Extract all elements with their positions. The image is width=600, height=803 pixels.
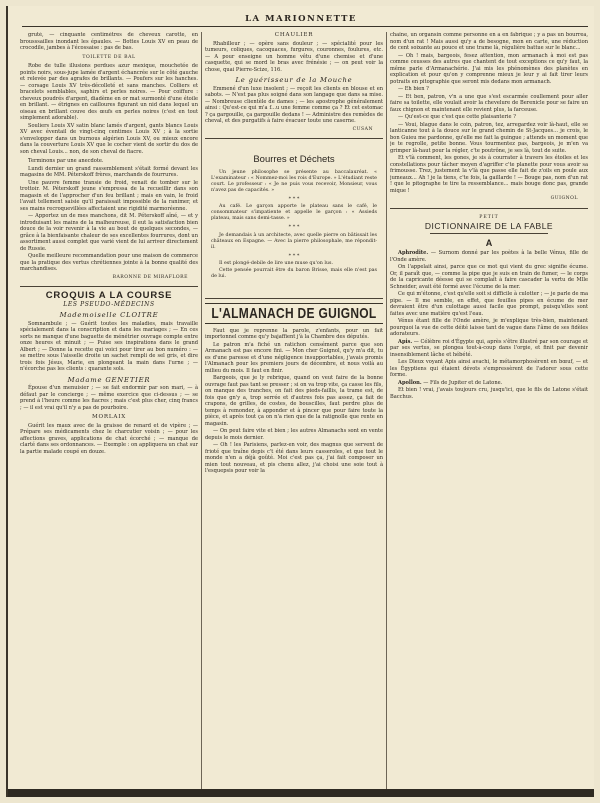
entry-aphrodite [390, 250, 588, 263]
entry-aphrodite-p3: Ce qui m'étonne, c'est qu'elle soit si difficile à culotter ; — je parle de ma pipe. — Il me semble, en effet, que feuilles pipes en écume de mer devraient être d'un culottage aussi facile que prompt, puisqu'elles sont faites avec une matière qu'est l'eau. [390, 291, 588, 317]
scan-edge [8, 789, 594, 797]
chaulier-text: Rhabilleur ; — opère sans douleur ; — spécialité pour les tumeurs, coliques, cacoquaces, furgures, couronnes, foulures, etc. — A pour enseigne un homme vêtu d'une chemise et d'une casquette, qui se mord le bras avec frénésie ; — on peut voir la chose, quai Pierre-Scize, 116. [205, 40, 383, 73]
stars-separator: * * * [288, 252, 300, 259]
column-divider-2 [386, 32, 387, 792]
entry-text: — Surnom donné par les poètes à la belle Vénus, fille de l'Onde amère. [390, 250, 588, 263]
entry-apis-p2: Les Dieux voyant Apis ainsi avachi, le métamorphosèrent en bœuf, — et les Égyptiens qui étaient dévots s'empressèrent de l'adorer sous cette forme. [390, 359, 588, 378]
guignol-paragraph-5: — Qu'est-ce que c'est que cette plaisanterie ? [398, 114, 516, 120]
section-rule [430, 233, 548, 234]
column-3 [390, 32, 588, 792]
guignol-paragraph-2: — Oh ! mais, bargeois, fesez attention, mon armanach à moi est pas comme ceusses des autres que chantent de tout exceptions ce qu'y faut, la même parle d'Armanachérie. J'ai mis les phénomènes des planètes en explication et pour qu'on y comprenne mieux je leur y ai fait tirer leurs potraits en pitographie que seront mis dedans mon armanach. [390, 52, 588, 85]
entry-aphrodite-p2: On l'appelait ainsi, parce que ce mot qui vient du grec signifie écume. Or, il paraît que, — comme la pipe que je suis en train de fumer, — le corps de la capricante déesse qui se complaît à faire cascader la vertu de Mlle Schneider, avait été formé avec l'écume de la mer. [390, 264, 588, 290]
toilette-paragraph-1: Robe de tulle illusions perdues azur mexique, mouchetée de points noirs, sous-jupe lamée d'argent échancrée sur le côté gauche et relevée par des agrafes de brillants. — Poufers sur les hanches. — corsage Louis XV très-décolleté et sans manches. Colliers et bracelets semblables, saphirs et perles noires. — Pour coiffure : cheveux poudrés d'argent, diadème en or mat surmonté d'une étoile en brillant. — étrignes en cailloures figurant un nid dans lequel un oiseau en brillant couve des œufs en perles noires (c'est en tout simplement adorable). [20, 63, 198, 121]
section-rule [20, 286, 198, 287]
entry-name: Apis. [398, 338, 413, 345]
morlaix-text: Guérit les maux avec de la graisse de renard et de vipère ; — Prépare ses médicaments chez le charcutier voisin ; — pour les affections graves, applications de chat écorché ; — manque de clarté dans ses ordonnances. — Exemple : on appliquera un chat sur la partie malade coupé en douze. [20, 422, 198, 455]
entry-text: — Célèbre roi d'Égypte qui, après s'être illustré par son courage et par ses vertus, se plongea tout-à-coup dans l'orgie, et finit par devenir insensiblement lâche et hébété. [390, 338, 588, 358]
toilette-paragraph-2: Souliers Louis XV satin blanc lamés d'argent, gants blancs Louis XV avec éventail de vingt-cinq centimes Louis XV ; à la sortie s'envelopper dans un burnous algérien Louis XV, ou mieux encore dans la couverture Louis XV que le cocher vient de sortir du dos de son cheval Louis... non, de son cheval de fiacre. [20, 122, 198, 155]
section-rule [205, 138, 383, 139]
column-2 [205, 32, 383, 792]
bourres-paragraph-4: Il est plongé-debile de lire une muse qu'on lus. [219, 261, 333, 266]
almanach-paragraph-5: — Oh ! les Parisiens, parlez-en voir, des magnus que servent de frioté que traîne depis c't été dans leurs casseroles, et que tout le monde n'en a déjà goûté. Moi c'est pas ça, j'ai fait composer un mien tout nouveau, et pis chenu allez, j'ai choisi une soie tout à l'esquepsis pour voir la [205, 442, 383, 474]
croquis-title: CROQUIS A LA COURSE [45, 290, 173, 301]
entry-apollon-p2: Et bien ! vrai, j'avais toujours cru, jusqu'ici, que le fils de Latone s'était Bacchus. [390, 387, 588, 400]
bourres-paragraph-1: Un jeune philosophe se présente au baccalauréat. « L'examinateur : « Nommez-moi les rois d'Europe. » L'étudiant reste court. Le professeur : « Je ne puis vous recevoir, Monsieur, vous n'avez pas de capacités. » [211, 169, 377, 193]
bourres-paragraph-5: Cette pensée pourrait être du baron Brisse, mais elle n'est pas de lui. [211, 268, 377, 279]
almanach-paragraph-2: Le patron m'a fiché un ratichon censément parce que son Armanach est pas encore fini. — Mon cher Guignol, qu'y m'a dit, tu es d'une paresse et d'une négligence insupportables, j'avais promis l'Almanach pour les premiers jours de décembre, et nous voilà au milieu du mois. Il faut en finir. [205, 341, 383, 374]
guignol-paragraph-6: — Voui, blague dans le coin, patron, tez, arregardez voir là-haut, elle se lanticanne tout à la douce sur le grand chemin de St-Jacques... je crois, le bon Guieu me pardonne, qu'elle me fait la guingue ; attends un moment que je te regrolle, petite bonne. Vous tourmentez pas, bargeois, je m'en va grimper là-haut pour la régler, c'te poutrône, je ses là, tout de suite. [390, 121, 588, 154]
morlaix-heading: MORLAIX [91, 414, 127, 420]
almanach-paragraph-4: — On peut faire vite et bien ; les autres Almanachs sont en vente depuis le mois dernier. [205, 428, 383, 441]
croquis-subtitle: LES PSEUDO-MÉDECINS [63, 300, 155, 308]
entry-text: — Fils de Jupiter et de Latone. [423, 379, 503, 386]
almanach-paragraph-1: Faut que je reprenne la parole, z'enfants, pour un fait importonnel comme qu'y bajaffient j'à la Chambre des députés. [205, 327, 383, 340]
cloitre-heading: Mademoiselle CLOITRE [59, 311, 159, 319]
entry-name: Apollon. [398, 379, 422, 386]
anecdote-paragraph-5: Quelle meilleure recommandation pour une maison de commerce que la pratique des vertus chrétiennes jointe à la bonne qualité des marchandises. [20, 253, 198, 272]
anecdote-paragraph-1: Terminons par une anecdote. [28, 158, 104, 164]
guerisseur-text: Emmené d'un luxe insolent ; — reçoit les clients en blouse et en sabots. — N'est pas plus soigné dans son langage que dans sa mise. — Nombreuse clientèle de dames ; — les apostrophe généralement ainsi : Qu'est-ce qui m'a f...u une femme comme ça ? Et cet estomac ? ça gargouille, ça gargouille dedans ! — Administre des remèdes de cheval, et des purgatifs à faire évacuer toute une caserne. [205, 85, 383, 124]
cloitre-text: Somnambule ; — Guérit toutes les maladies, mais travaille spécialement dans la conscription et dans les mariages ; — En ces sorts ne manque d'une baguette de ménétrier ouvrage compte entre onze heures et minuit ; — Puise ses inspirations dans le grand Albert ; — Donne la recette qui voici pour tirer au bon numéro : — se mettre sous l'aisselle droite un sachet rempli de sel gris, et dire trois fois Jésus, Marie, en plongeant la main dans l'urne ; — n'écorche pas les clients : quarante sols. [20, 320, 198, 372]
signature-guignol: GUIGNOL [550, 196, 578, 201]
signature-miraflore: BARONNE DE MIRAFLORE [112, 274, 188, 280]
bourres-paragraph-2: Au café. Le garçon apporte le plateau sans le café, le consommateur s'impatiente et appelle le garçon : « Assieds plateau, mais sans demi-tasse. » [211, 204, 377, 221]
bourres-title: Bourres et Déchets [253, 154, 335, 165]
entry-name: Aphrodite. [398, 250, 429, 256]
running-head: LA MARIONNETTE [245, 14, 357, 24]
section-rule [205, 298, 383, 299]
anecdote-paragraph-3: Une pauvre femme transie de froid, venait de tomber sur le trottoir. M. Péterskoff jeune s'empressa de la recueillir dans son magasin et de l'approcher d'un feu brillant ; mais en vain, le froid l'avait tellement saisie qu'il paraissait impossible de la ranimer, et ses mains recroquevillées affectaient une rigidité marmoréenne. [20, 179, 198, 212]
anecdote-paragraph-4: — Apportez un de mes manchons, dit M. Péterskoff aîné, — et y introduisant les mains de la malheureuse, il eut la satisfaction bien douce de la voir revenir à la vie au bout de quelques secondes, — grâce à la bienfaisante chaleur de ses excellentes fourrures, dont un assortiment aussi complet que varié vient de lui arriver directement de Russie. [20, 213, 198, 252]
almanach-title-box [205, 303, 383, 324]
entry-apollon [390, 380, 588, 387]
entry-aphrodite-p4: Vénus étant fille de l'Onde amère, je m'explique très-bien, maintenant pourquoi la vue de cette déité laisse tant de vague dans l'âme de ses fidèles adorateurs. [390, 318, 588, 337]
stars-separator: * * * [288, 195, 300, 202]
guignol-paragraph-3: — Eh bien ? [398, 86, 429, 92]
head-rule [22, 26, 588, 27]
genetier-text: Épouse d'un menuisier ; — se fait endormir par son mari, — à défaut par le concierge ; — même exercice que ci-dessus ; — se prend à l'heure comme les fiacres ; mais c'est plus cher, cinq francs ; — il est vrai qu'il n'y a pas de pourboire. [20, 385, 198, 411]
column-divider-1 [201, 32, 202, 792]
bourres-paragraph-3: Je demandais à un architecte, avec quelle pierre on bâtissait les châteaux en Espagne. — Avec la pierre philosophale, me répondit-il. [211, 232, 377, 250]
guignol-paragraph-7: Et v'là comment, les gones, je sis à courrater à travers les étoiles et les constellations pour tâcher moyen d'agriffer c'te planette pour vous avoir sa frimousse. Trez, justement la v'là que passe elle fait de z'oils en poule aux jumeaux... Ah ! je la tiens, c'te fois, la gaillarde ! — Bouge pas, nom d'un rat ! que le pitographe te tire ta ressemblance... mais bouge donc pas, grande mique ! [390, 155, 588, 194]
anecdote-paragraph-2: Lundi dernier un grand rassemblement s'était formé devant les magasins de MM. Péterskoff frères, marchands de fourrures. [20, 165, 198, 178]
almanach-title: L'ALMANACH DE GUIGNOL [211, 304, 377, 322]
intro-paragraph: gruté, — cinquante centimètres de cheveux carotte, en brousssailles inondant les épaules. — Bottes Louis XV en peau de crocodile, jambes à l'écossaise : pas de bas. [20, 32, 198, 51]
column-1 [20, 32, 198, 792]
chaulier-heading: CHAULIER [274, 32, 314, 38]
dictionary-title: DICTIONNAIRE DE LA FABLE [424, 221, 554, 231]
section-rule [390, 208, 588, 209]
genetier-heading: Madame GENETIER [67, 375, 151, 384]
guignol-paragraph-4: — Et ben, patron, v'n a une que s'est escarmée coullement pour aller faire sa toilette, elle voulait avoir la chevelure de Berenicle pour se faire un faux chignon et maintenant elle revient plus, la farceuse. [390, 93, 588, 113]
dictionary-kicker: PETIT [479, 214, 499, 220]
signature-cusan: CUSAN [352, 126, 373, 132]
guignol-paragraph-1: chaîne, un organsin comme personne en a en fabrique ; y a pas un bourrea, nom d'un rat ! Mais aussi qu'y a de besogne, mon en carte, une réduction de cent soixante au pouce et une trame là, régulière battue sur le blanc... [390, 32, 588, 51]
newspaper-page [6, 6, 594, 797]
almanach-paragraph-3: Bargeois, que je ly rebrique, quand on veut faire de la bonne ouvrage faut pas tant se presser ; si on va trop vite, ça casse les fils, on manque des tranches, on fait des pieds-faillis, la trame est, de fois que gn'y a, trop serrée et d'autres fois pas assez, ça fait de crapons, de grilles, de costes, de bouscilles, faut perdre plus de temps à remonder, à apponder et à pincer que pour faire toute la pièce, et après tout ça on n'a rien que de la ratignolle que rente en magasin. [205, 375, 383, 427]
stars-separator: * * * [288, 224, 300, 230]
dictionary-letter: A [485, 237, 493, 248]
entry-apis [390, 339, 588, 359]
toilette-heading: TOILETTE DE BAL [82, 54, 136, 60]
guerisseur-heading: Le guérisseur de la Mouche [235, 76, 353, 84]
